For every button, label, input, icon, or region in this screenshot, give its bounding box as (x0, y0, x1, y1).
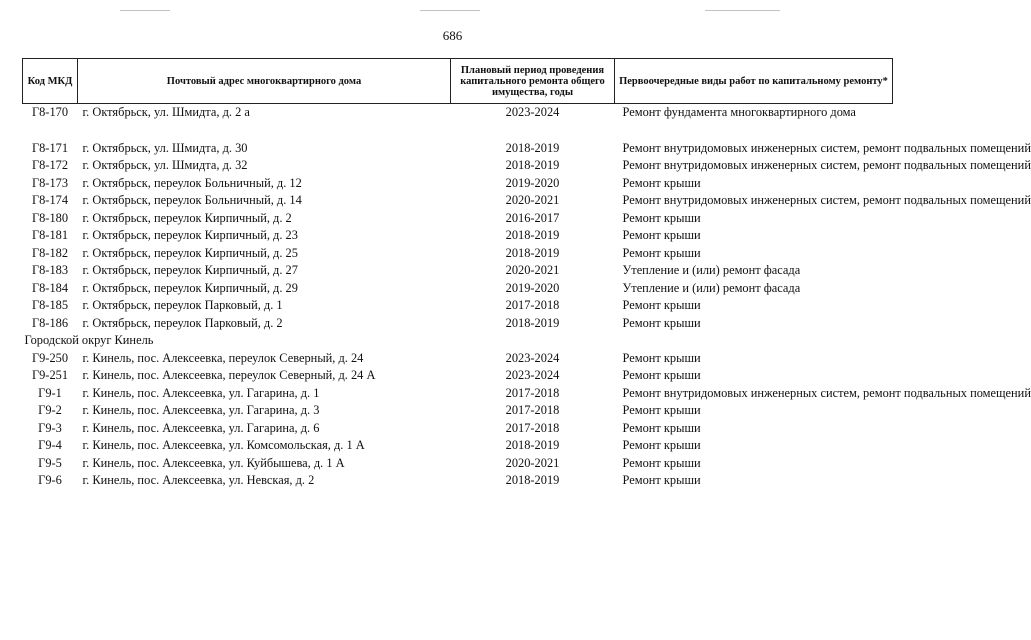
cell-code: Г9-5 (38, 455, 62, 470)
section-row (23, 332, 893, 350)
table-row (23, 227, 893, 245)
table-row (23, 367, 893, 385)
cell-period: 2018-2019 (505, 438, 560, 452)
cell-address: г. Кинель, пос. Алексеевка, ул. Невская, д. 2 (82, 473, 315, 487)
table-row (23, 192, 893, 210)
cell-code: Г8-185 (31, 298, 69, 312)
page-number: 686 (442, 28, 463, 43)
cell-address: г. Октябрьск, ул. Шмидта, д. 32 (82, 158, 248, 172)
table-row (23, 262, 893, 280)
cell-works: Ремонт крыши (622, 315, 701, 330)
cell-works: Ремонт крыши (622, 455, 701, 470)
row-spacer (23, 122, 893, 140)
table-row (23, 245, 893, 263)
cell-works: Ремонт крыши (622, 473, 701, 487)
cell-address: г. Октябрьск, переулок Больничный, д. 12 (82, 175, 302, 190)
cell-period: 2018-2019 (505, 245, 560, 260)
table-row (23, 315, 893, 333)
header-works: Первоочередные виды работ по капитальному ремонту* (615, 59, 893, 104)
cell-period: 2020-2021 (505, 455, 560, 470)
cell-address: г. Октябрьск, переулок Парковый, д. 2 (82, 315, 283, 330)
cell-period: 2023-2024 (505, 105, 560, 119)
cell-address: г. Октябрьск, переулок Кирпичный, д. 27 (82, 263, 298, 277)
cell-code: Г9-250 (31, 350, 69, 365)
row-spacer-cell (23, 122, 893, 140)
cell-code: Г8-171 (31, 140, 69, 155)
cell-period: 2017-2018 (505, 403, 560, 417)
cell-period: 2019-2020 (505, 175, 560, 190)
table-row (23, 104, 893, 122)
housing-table (22, 58, 1031, 490)
cell-code: Г9-6 (38, 473, 62, 487)
cell-code: Г8-186 (31, 315, 69, 330)
header-code: Код МКД (23, 59, 78, 104)
table-row (23, 157, 893, 175)
table-row (23, 472, 893, 490)
header-address: Почтовый адрес многоквартирного дома (78, 59, 451, 104)
table-row (23, 350, 893, 368)
cell-address: г. Октябрьск, переулок Кирпичный, д. 23 (82, 228, 298, 242)
cell-code: Г8-174 (31, 193, 69, 207)
cell-code: Г8-182 (31, 245, 69, 260)
cell-address: г. Кинель, пос. Алексеевка, ул. Гагарина, д. 3 (82, 403, 320, 417)
cell-address: г. Октябрьск, переулок Кирпичный, д. 25 (82, 245, 298, 260)
cell-works: Ремонт внутридомовых инженерных систем, ремонт подвальных помещений (622, 193, 1031, 207)
table-row (23, 297, 893, 315)
cell-works: Ремонт крыши (622, 420, 701, 435)
cell-period: 2020-2021 (505, 193, 560, 207)
cell-address: г. Кинель, пос. Алексеевка, ул. Гагарина, д. 6 (82, 420, 320, 435)
table-row (23, 210, 893, 228)
cell-address: г. Кинель, пос. Алексеевка, ул. Гагарина, д. 1 (82, 385, 320, 400)
table-row (23, 455, 893, 473)
cell-period: 2018-2019 (505, 158, 560, 172)
cell-address: г. Октябрьск, переулок Кирпичный, д. 2 (82, 210, 292, 225)
cell-works: Ремонт фундамента многоквартирного дома (622, 105, 856, 119)
cell-works: Ремонт крыши (622, 350, 701, 365)
cell-address: г. Октябрьск, ул. Шмидта, д. 30 (82, 140, 248, 155)
table-header-row (23, 59, 893, 104)
cell-period: 2016-2017 (505, 210, 560, 225)
cell-works: Ремонт крыши (622, 245, 701, 260)
cell-code: Г9-2 (38, 403, 62, 417)
cell-period: 2017-2018 (505, 420, 560, 435)
cell-period: 2018-2019 (505, 228, 560, 242)
cell-works: Ремонт крыши (622, 210, 701, 225)
scan-artifact (705, 10, 780, 11)
table-row (23, 280, 893, 298)
cell-works: Ремонт крыши (622, 175, 701, 190)
cell-code: Г8-183 (31, 263, 69, 277)
cell-code: Г9-3 (38, 420, 62, 435)
table-row (23, 420, 893, 438)
cell-address: г. Кинель, пос. Алексеевка, ул. Комсомольская, д. 1 А (82, 438, 365, 452)
table-row (23, 437, 893, 455)
section-title: Городской округ Кинель (24, 333, 154, 347)
cell-address: г. Октябрьск, переулок Парковый, д. 1 (82, 298, 283, 312)
cell-address: г. Кинель, пос. Алексеевка, ул. Куйбышева, д. 1 А (82, 455, 345, 470)
cell-code: Г8-173 (31, 175, 69, 190)
cell-code: Г9-251 (31, 368, 69, 382)
cell-code: Г9-1 (38, 385, 62, 400)
cell-period: 2023-2024 (505, 350, 560, 365)
cell-period: 2018-2019 (505, 315, 560, 330)
header-period: Плановый период проведения капитального ремонта общего имущества, годы (451, 59, 615, 104)
cell-works: Ремонт крыши (622, 438, 701, 452)
cell-code: Г8-170 (31, 105, 69, 119)
cell-address: г. Октябрьск, ул. Шмидта, д. 2 а (82, 105, 250, 119)
cell-address: г. Кинель, пос. Алексеевка, переулок Северный, д. 24 А (82, 368, 376, 382)
cell-works: Ремонт крыши (622, 298, 701, 312)
cell-works: Ремонт крыши (622, 403, 701, 417)
cell-works: Ремонт крыши (622, 368, 701, 382)
cell-works: Утепление и (или) ремонт фасада (622, 280, 801, 295)
cell-code: Г9-4 (38, 438, 62, 452)
cell-code: Г8-172 (31, 158, 69, 172)
table-row (23, 175, 893, 193)
cell-period: 2023-2024 (505, 368, 560, 382)
cell-address: г. Октябрьск, переулок Кирпичный, д. 29 (82, 280, 298, 295)
cell-address: г. Октябрьск, переулок Больничный, д. 14 (82, 193, 302, 207)
cell-code: Г8-181 (31, 228, 69, 242)
cell-works: Ремонт внутридомовых инженерных систем, ремонт подвальных помещений (622, 385, 1031, 400)
cell-code: Г8-180 (31, 210, 69, 225)
cell-works: Утепление и (или) ремонт фасада (622, 263, 801, 277)
scan-artifact (420, 10, 480, 11)
cell-period: 2018-2019 (505, 140, 560, 155)
cell-works: Ремонт внутридомовых инженерных систем, ремонт подвальных помещений (622, 158, 1031, 172)
cell-code: Г8-184 (31, 280, 69, 295)
table-row (23, 402, 893, 420)
cell-period: 2020-2021 (505, 263, 560, 277)
scan-artifact (120, 10, 170, 11)
cell-address: г. Кинель, пос. Алексеевка, переулок Северный, д. 24 (82, 350, 364, 365)
cell-works: Ремонт крыши (622, 228, 701, 242)
cell-period: 2017-2018 (505, 385, 560, 400)
cell-period: 2018-2019 (505, 473, 560, 487)
table-row (23, 385, 893, 403)
cell-period: 2019-2020 (505, 280, 560, 295)
cell-period: 2017-2018 (505, 298, 560, 312)
cell-works: Ремонт внутридомовых инженерных систем, ремонт подвальных помещений (622, 140, 1031, 155)
table-row (23, 140, 893, 158)
